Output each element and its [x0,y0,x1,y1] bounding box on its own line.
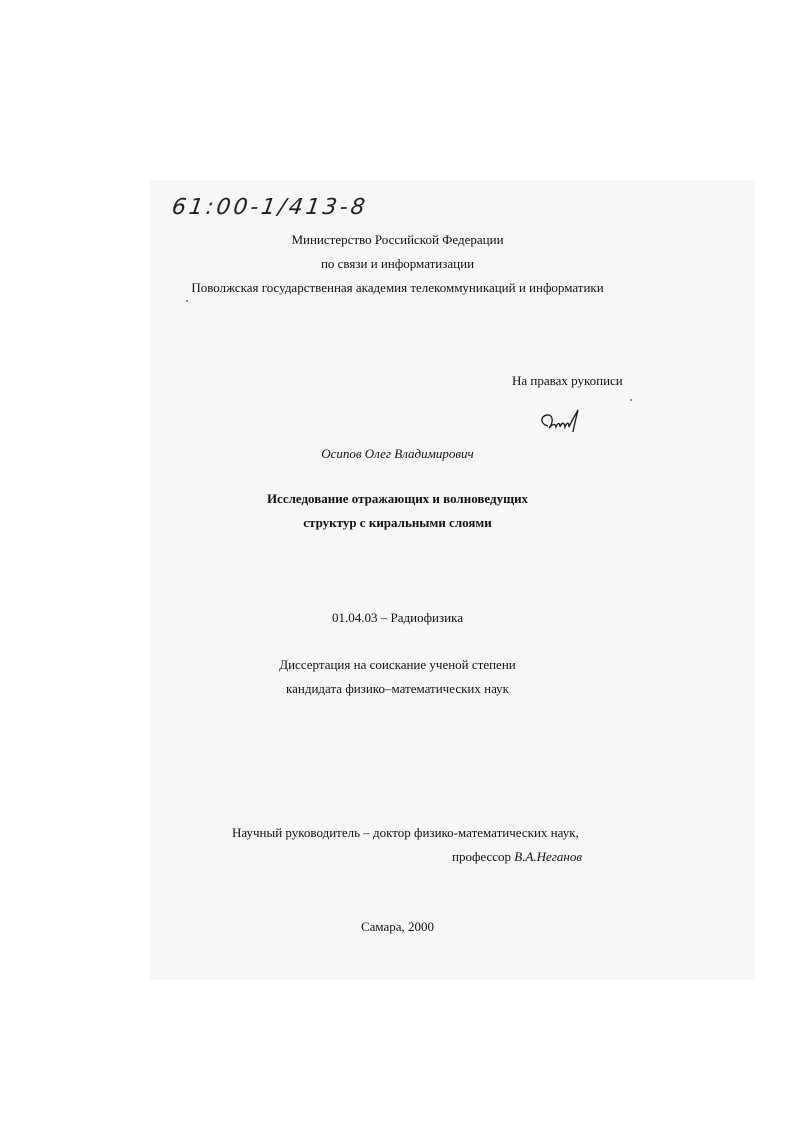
specialty-code: 01.04.03 – Радиофизика [332,610,463,625]
degree-line1: Диссертация на соискание ученой степени [279,657,516,672]
author-name: Осипов Олег Владимирович [321,446,474,461]
scan-speck [630,399,632,401]
archive-code-handwritten: 61:00-1/413-8 [170,195,370,220]
academy-line: Поволжская государственная академия телекоммуникаций и информатики [191,280,604,295]
thesis-title-line1: Исследование отражающих и волноведущих [266,491,529,506]
degree-line2: кандидата физико–математических наук [286,681,509,696]
supervisor-line1: Научный руководитель – доктор физико-математических наук, [232,825,579,840]
supervisor-name: В.А.Неганов [514,849,582,864]
supervisor-title: профессор [452,849,515,864]
ministry-line: Министерство Российской Федерации [291,232,504,247]
place-year: Самара, 2000 [360,919,435,934]
author-signature [538,408,584,438]
rights-note: На правах рукописи [512,373,623,388]
thesis-title-line2: структур с киральными слоями [303,515,492,530]
ministry-subline: по связи и информатизации [320,256,475,271]
scan-speck [186,300,188,302]
supervisor-line2 [452,849,582,865]
